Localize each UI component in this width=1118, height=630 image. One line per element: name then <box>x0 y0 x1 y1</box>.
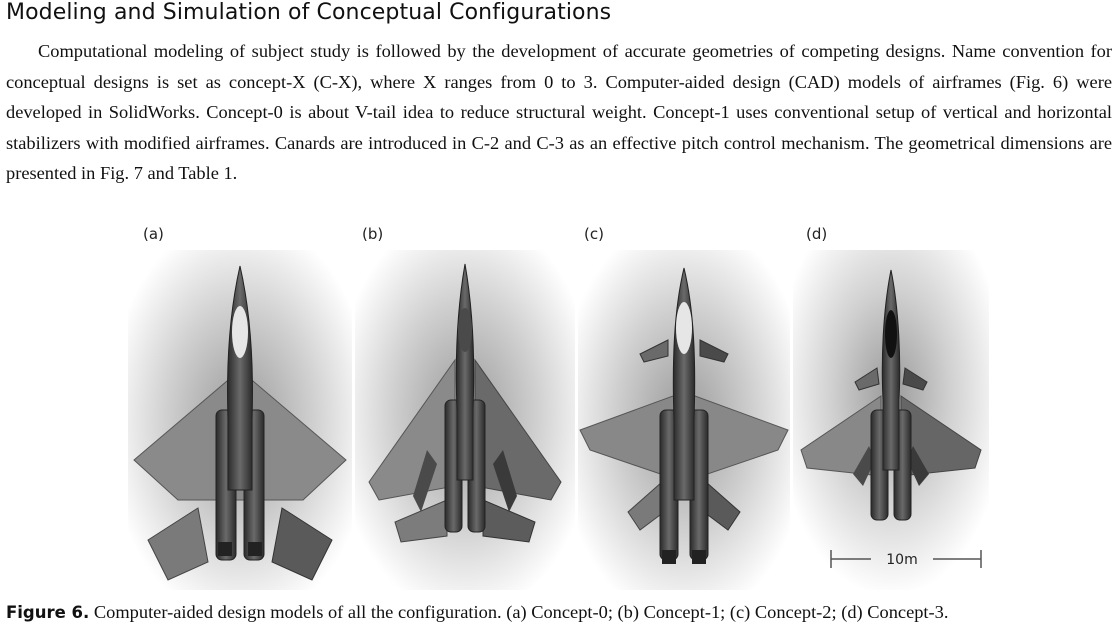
panel-label-c: (c) <box>584 225 604 243</box>
concept-0-airframe-image <box>128 250 352 590</box>
concept-2-airframe-image <box>578 250 790 590</box>
panel-label-a: (a) <box>143 225 164 243</box>
panel-label-b: (b) <box>362 225 384 243</box>
figure-panel-a <box>128 250 352 590</box>
panel-label-d: (d) <box>806 225 828 243</box>
figure-caption-text: Computer-aided design models of all the configuration. (a) Concept-0; (b) Concept-1; (c) Concept-2; (d) Concept-3. <box>89 602 949 622</box>
section-heading: Modeling and Simulation of Conceptual Configurations <box>6 0 612 25</box>
figure-panel-d <box>793 250 989 590</box>
concept-3-airframe-image <box>793 250 989 590</box>
body-paragraph: Computational modeling of subject study is followed by the development of accurate geometries of competing designs. Name convention for conceptual designs is set as concept-X (C-X), where X ranges from 0 to 3. Computer-aided design (CAD) models of airframes (Fig. 6) were developed in SolidWorks. Concept-0 is about V-tail idea to reduce structural weight. Concept-1 uses conventional setup of vertical and horizontal stabilizers with modified airframes. Canards are introduced in C-2 and C-3 as an effective pitch control mechanism. The geometrical dimensions are presented in Fig. 7 and Table 1. <box>6 41 1112 183</box>
concept-1-airframe-image <box>355 250 575 590</box>
figure-caption-label: Figure 6. <box>6 603 90 622</box>
scale-bar-label: 10m <box>886 552 918 568</box>
figure-caption <box>6 602 1116 623</box>
figure-panel-b <box>355 250 575 590</box>
figure-panel-c <box>578 250 790 590</box>
